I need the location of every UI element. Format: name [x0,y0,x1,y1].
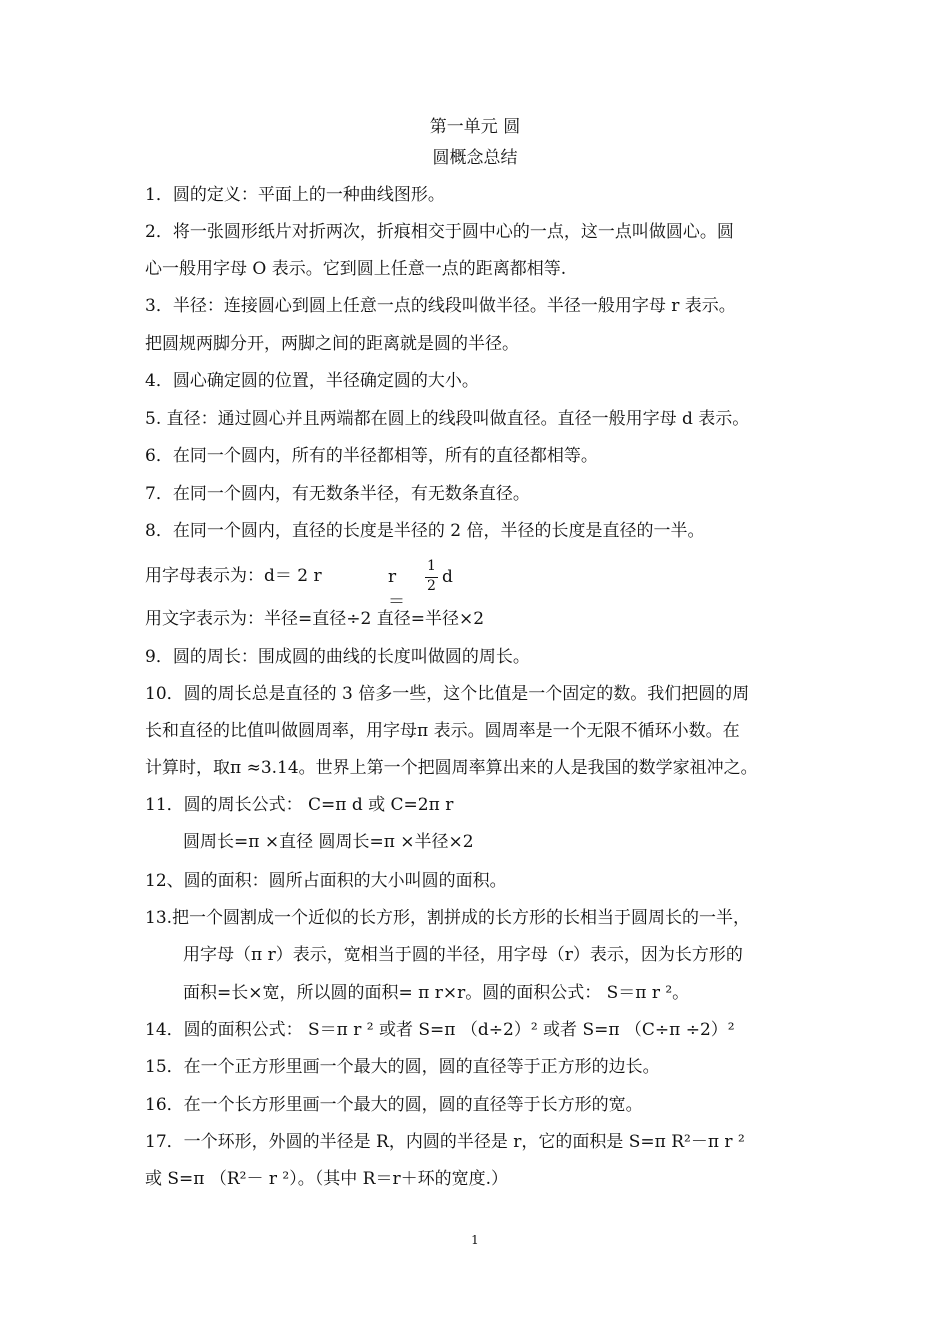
text-line: 用字母（π r）表示，宽相当于圆的半径，用字母（r）表示，因为长方形的 [183,945,743,965]
text-line: 16．在一个长方形里画一个最大的圆，圆的直径等于长方形的宽。 [145,1095,643,1115]
page-subtitle: 圆概念总结 [432,148,518,168]
text-line: 9．圆的周长：围成圆的曲线的长度叫做圆的周长。 [145,647,530,667]
text-line: 8．在同一个圆内，直径的长度是半径的 2 倍，半径的长度是直径的一半。 [145,521,705,541]
text-line: 6．在同一个圆内，所有的半径都相等，所有的直径都相等。 [145,446,598,466]
text-line: 心一般用字母 O 表示。它到圆上任意一点的距离都相等. [145,259,567,279]
text-line: 2．将一张圆形纸片对折两次，折痕相交于圆中心的一点，这一点叫做圆心。圆 [145,222,734,242]
page-number: 1 [471,1233,479,1247]
text-line: 4．圆心确定圆的位置，半径确定圆的大小。 [145,371,479,391]
text-line: 圆周长=π ×直径 圆周长=π ×半径×2 [183,832,474,852]
page-title: 第一单元 圆 [429,117,521,137]
formula-variable: d [442,567,453,587]
text-line: 10．圆的周长总是直径的 3 倍多一些，这个比值是一个固定的数。我们把圆的周 [145,684,750,704]
text-line: 用文字表示为：半径=直径÷2 直径=半径×2 [145,609,485,629]
text-line: 把圆规两脚分开，两脚之间的距离就是圆的半径。 [145,334,519,354]
formula-lhs: r ＝ [388,567,405,612]
text-line: 5. 直径：通过圆心并且两端都在圆上的线段叫做直径。直径一般用字母 d 表示。 [145,409,750,429]
text-line: 1．圆的定义：平面上的一种曲线图形。 [145,185,445,205]
text-line: 11．圆的周长公式： C=π d 或 C=2π r [145,795,454,815]
text-line: 计算时，取π ≈3.14。世界上第一个把圆周率算出来的人是我国的数学家祖冲之。 [145,758,758,778]
text-line: 7．在同一个圆内，有无数条半径，有无数条直径。 [145,484,530,504]
text-line: 14．圆的面积公式： S＝π r ² 或者 S=π （d÷2）² 或者 S=π （C÷π ÷2）² [145,1020,735,1040]
text-line: 13.把一个圆割成一个近似的长方形，割拼成的长方形的长相当于圆周长的一半， [145,908,751,928]
fraction-denominator: 2 [427,578,436,594]
fraction-numerator: 1 [427,558,436,574]
text-line: 17．一个环形，外圆的半径是 R，内圆的半径是 r，它的面积是 S=π R²－π r ² [145,1132,745,1152]
formula-letters: 用字母表示为：d＝ 2 r [145,566,322,586]
text-line: 3．半径：连接圆心到圆上任意一点的线段叫做半径。半径一般用字母 r 表示。 [145,296,736,316]
text-line: 12、圆的面积：圆所占面积的大小叫圆的面积。 [145,871,507,891]
text-line: 面积=长×宽，所以圆的面积= π r×r。圆的面积公式： S＝π r ²。 [183,983,690,1003]
text-line: 15．在一个正方形里画一个最大的圆，圆的直径等于正方形的边长。 [145,1057,660,1077]
text-line: 或 S=π （R²－ r ²）。（其中 R＝r＋环的宽度.） [145,1169,508,1189]
text-line: 长和直径的比值叫做圆周率，用字母π 表示。圆周率是一个无限不循环小数。在 [145,721,740,741]
